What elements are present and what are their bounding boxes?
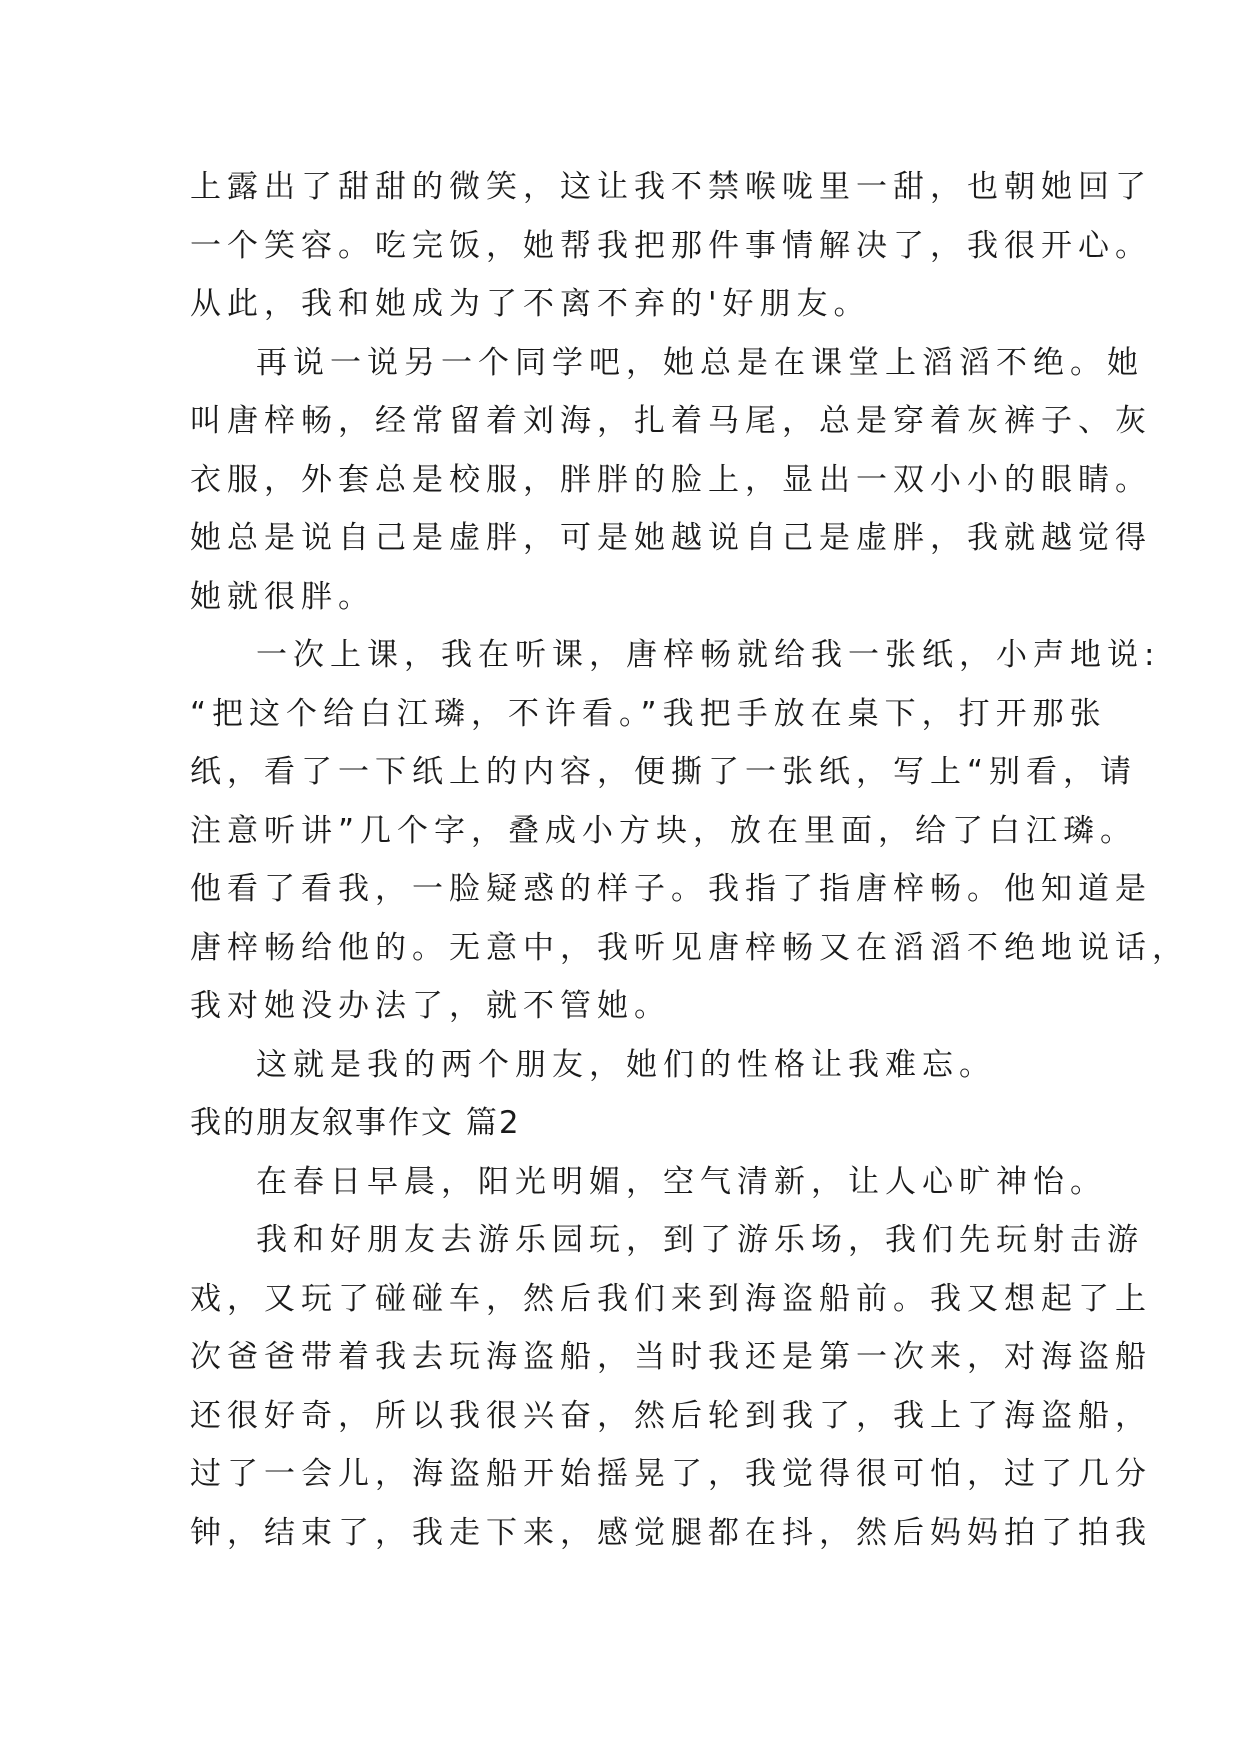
paragraph-start-line: 一次上课，我在听课，唐梓畅就给我一张纸，小声地说: [256,637,1161,673]
document-body [190,158,1189,1562]
text-line: “把这个给白江璘，不许看。”我把手放在桌下，打开那张 [190,695,1107,732]
text-line: 一个笑容。吃完饭，她帮我把那件事情解决了，我很开心。 [190,227,1152,264]
text-line: 戏，又玩了碰碰车，然后我们来到海盗船前。我又想起了上 [190,1280,1152,1317]
paragraph-start-line: 我和好朋友去游乐园玩，到了游乐场，我们先玩射击游 [256,1222,1144,1258]
text-line: 次爸爸带着我去玩海盗船，当时我还是第一次来，对海盗船 [190,1339,1152,1375]
text-line: 我对她没办法了，就不管她。 [190,988,671,1024]
text-line: 叫唐梓畅，经常留着刘海，扎着马尾，总是穿着灰裤子、灰 [190,403,1152,439]
text-line: 注意听讲”几个字，叠成小方块，放在里面，给了白江璘。 [190,812,1138,849]
section-heading: 我的朋友叙事作文 篇2 [190,1105,521,1141]
text-line: 过了一会儿，海盗船开始摇晃了，我觉得很可怕，过了几分 [190,1456,1152,1492]
text-line: 衣服，外套总是校服，胖胖的脸上，显出一双小小的眼睛。 [190,461,1152,498]
text-line: 她就很胖。 [190,578,375,615]
text-line: 从此，我和她成为了不离不弃的'好朋友。 [190,286,871,322]
text-line: 她总是说自己是虚胖，可是她越说自己是虚胖，我就越觉得 [190,520,1152,556]
text-line: 上露出了甜甜的微笑，这让我不禁喉咙里一甜，也朝她回了 [190,169,1152,205]
text-line: 纸，看了一下纸上的内容，便撕了一张纸，写上“别看，请 [190,754,1138,790]
paragraph-start-line: 在春日早晨，阳光明媚，空气清新，让人心旷神怡。 [256,1163,1107,1200]
text-line: 他看了看我，一脸疑惑的样子。我指了指唐梓畅。他知道是 [190,871,1152,907]
text-line: 还很好奇，所以我很兴奋，然后轮到我了，我上了海盗船， [190,1397,1152,1434]
text-line: 钟，结束了，我走下来，感觉腿都在抖，然后妈妈拍了拍我 [190,1514,1152,1551]
paragraph-start-line: 这就是我的两个朋友，她们的性格让我难忘。 [256,1046,996,1083]
text-line: 唐梓畅给他的。无意中，我听见唐梓畅又在滔滔不绝地说话， [190,929,1189,966]
paragraph-start-line: 再说一说另一个同学吧，她总是在课堂上滔滔不绝。她 [256,344,1144,381]
